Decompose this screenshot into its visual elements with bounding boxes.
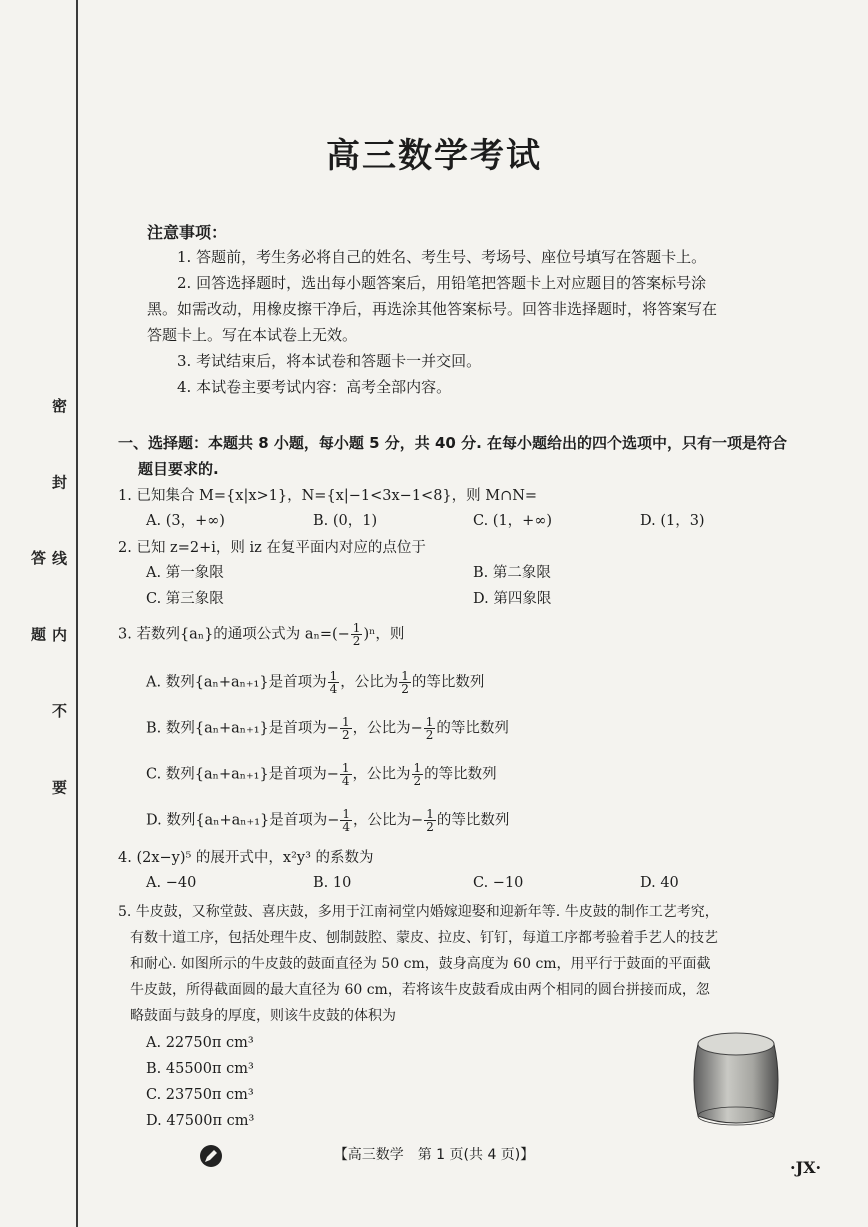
- q3-option-d: D. 数列{aₙ+aₙ₊₁}是首项为− $\frac{1}{4}$ ，公比为− $\frac{1}{2}$ 的等比数列: [146, 807, 510, 834]
- q4-stem: 4. (2x−y)⁵ 的展开式中，x²y³ 的系数为: [118, 850, 374, 866]
- q2-option-b: B. 第二象限: [473, 565, 551, 581]
- binding-line: [76, 0, 78, 1227]
- note-2-cont2: 答题卡上。写在本试卷上无效。: [147, 326, 358, 344]
- side-warning: 密 封 线 内 不 要 答 题: [29, 397, 68, 823]
- note-2: 2. 回答选择题时，选出每小题答案后，用铅笔把答题卡上对应题目的答案标号涂: [177, 274, 707, 292]
- q5-line-2: 有数十道工序，包括处理牛皮、刨制鼓腔、蒙皮、拉皮、钉钉，每道工序都考验着手艺人的技艺: [130, 930, 718, 946]
- q5-option-c: C. 23750π cm³: [146, 1087, 254, 1103]
- q4-option-b: B. 10: [313, 875, 352, 891]
- q3-option-c: C. 数列{aₙ+aₙ₊₁}是首项为− $\frac{1}{4}$ ，公比为 $\frac{1}{2}$ 的等比数列: [146, 761, 497, 788]
- q3-stem: [118, 622, 404, 647]
- q5-line-3: 和耐心. 如图所示的牛皮鼓的鼓面直径为 50 cm，鼓身高度为 60 cm，用平行于鼓面的平面截: [130, 956, 711, 972]
- q3-option-b: B. 数列{aₙ+aₙ₊₁}是首项为− $\frac{1}{2}$ ，公比为− $\frac{1}{2}$ 的等比数列: [146, 715, 509, 742]
- page-title: 高三数学考试: [326, 136, 542, 176]
- note-2-cont: 黑。如需改动，用橡皮擦干净后，再选涂其他答案标号。回答非选择题时，将答案写在: [147, 300, 718, 318]
- note-1: 1. 答题前，考生务必将自己的姓名、考生号、考场号、座位号填写在答题卡上。: [177, 248, 707, 266]
- note-4: 4. 本试卷主要考试内容：高考全部内容。: [177, 378, 452, 396]
- q2-stem: 2. 已知 z=2+i，则 iz 在复平面内对应的点位于: [118, 540, 426, 556]
- q3-stem-pre: 3. 若数列{aₙ}的通项公式为 aₙ=(−: [118, 626, 350, 643]
- q1-option-a: A. (3，+∞): [146, 513, 225, 529]
- q1-stem: 1. 已知集合 M={x|x>1}，N={x|−1<3x−1<8}，则 M∩N=: [118, 488, 538, 504]
- q2-option-d: D. 第四象限: [473, 591, 552, 607]
- q5-option-b: B. 45500π cm³: [146, 1061, 254, 1077]
- exam-code: ·JX·: [790, 1158, 822, 1177]
- q3-option-a: A. 数列{aₙ+aₙ₊₁}是首项为 $\frac{1}{4}$ ，公比为 $\frac{1}{2}$ 的等比数列: [146, 669, 485, 696]
- notes-heading: 注意事项：: [147, 223, 228, 242]
- q2-option-a: A. 第一象限: [146, 565, 224, 581]
- q5-option-a: A. 22750π cm³: [146, 1035, 254, 1051]
- q4-option-d: D. 40: [640, 875, 679, 891]
- q4-option-a: A. −40: [146, 875, 197, 891]
- drum-illustration: [688, 1030, 784, 1130]
- page-footer: 【高三数学 第 1 页(共 4 页)】: [333, 1147, 535, 1163]
- section-heading: 一、选择题：本题共 8 小题，每小题 5 分，共 40 分. 在每小题给出的四个选项中，只有一项是符合: [118, 434, 788, 452]
- section-heading-cont: 题目要求的.: [138, 460, 219, 478]
- q4-option-c: C. −10: [473, 875, 524, 891]
- q3-stem-post: )ⁿ，则: [363, 626, 405, 643]
- fraction: $\frac{1}{2}$: [352, 621, 361, 648]
- q1-option-d: D. (1，3): [640, 513, 705, 529]
- q5-line-5: 略鼓面与鼓身的厚度，则该牛皮鼓的体积为: [130, 1008, 396, 1024]
- note-3: 3. 考试结束后，将本试卷和答题卡一并交回。: [177, 352, 482, 370]
- q5-line-1: 5. 牛皮鼓，又称堂鼓、喜庆鼓，多用于江南祠堂内婚嫁迎娶和迎新年等. 牛皮鼓的制作工艺考究，: [118, 904, 719, 920]
- q2-option-c: C. 第三象限: [146, 591, 224, 607]
- q1-option-b: B. (0，1): [313, 513, 378, 529]
- q1-option-c: C. (1，+∞): [473, 513, 553, 529]
- q5-line-4: 牛皮鼓，所得截面圆的最大直径为 60 cm，若将该牛皮鼓看成由两个相同的圆台拼接而成，忽: [130, 982, 710, 998]
- q5-option-d: D. 47500π cm³: [146, 1113, 255, 1129]
